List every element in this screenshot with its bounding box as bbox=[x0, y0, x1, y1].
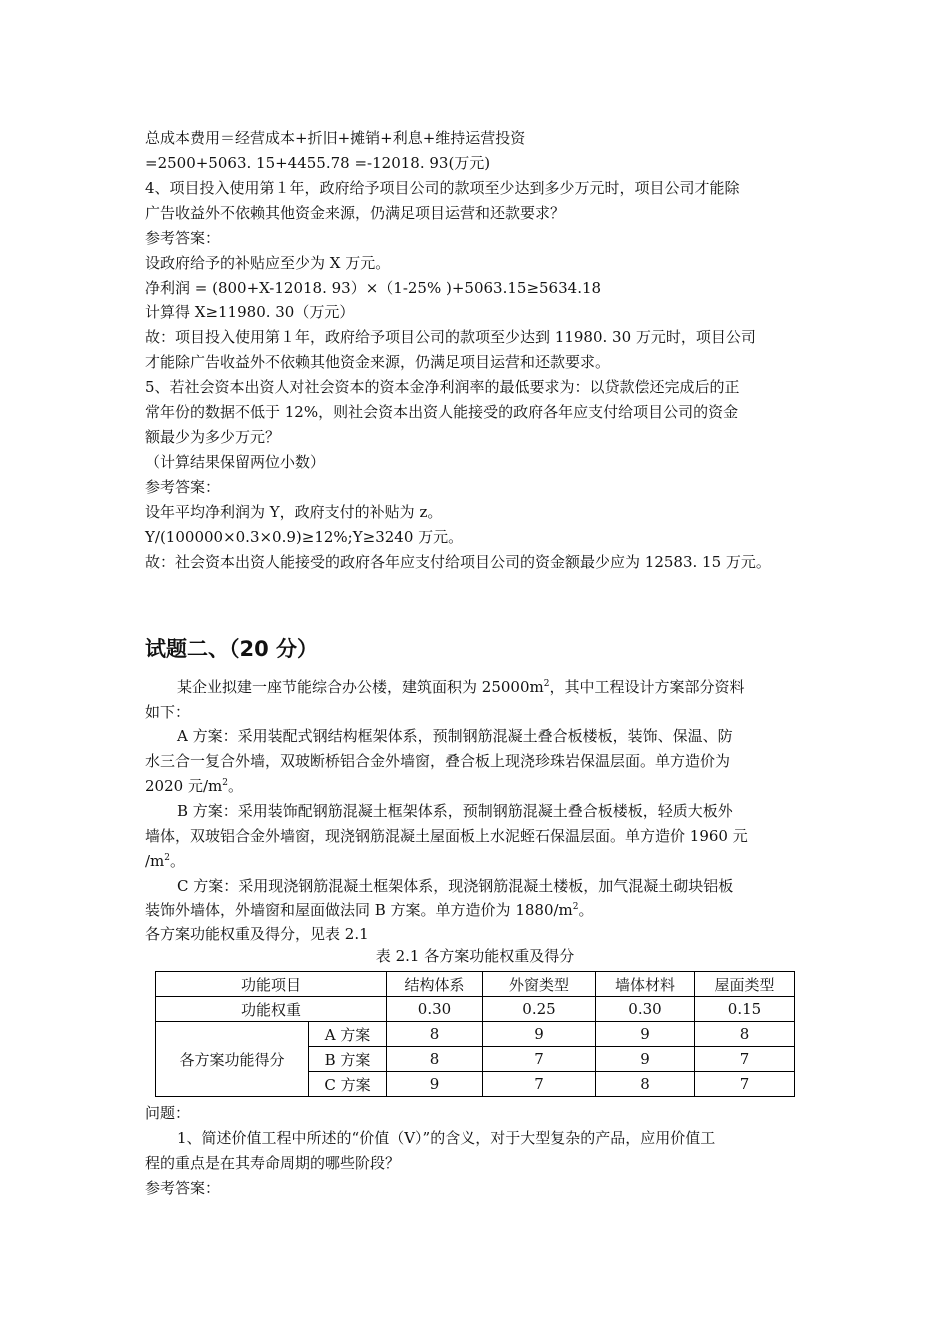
score-cell: 9 bbox=[387, 1072, 483, 1097]
plan-a-line: A 方案：采用装配式钢结构框架体系，预制钢筋混凝土叠合板楼板，装饰、保温、防 bbox=[177, 727, 733, 745]
text-line: 计算得 X≥11980. 30（万元） bbox=[145, 303, 355, 321]
plan-a-line: 水三合一复合外墙，双玻断桥铝合金外墙窗，叠合板上现浇珍珠岩保温层面。单方造价为 bbox=[145, 752, 731, 770]
intro-line: 如下： bbox=[145, 703, 191, 721]
plan-a-price: 2020 元/m bbox=[145, 777, 223, 795]
text-line: 4、项目投入使用第１年，政府给予项目公司的款项至少达到多少万元时，项目公司才能除 bbox=[145, 179, 740, 197]
text-line: 额最少为多少万元？ bbox=[145, 428, 281, 446]
text-line: Y/(100000×0.3×0.9)≥12%;Y≥3240 万元。 bbox=[145, 528, 464, 546]
punct: 。 bbox=[170, 852, 186, 870]
text-line: =2500+5063. 15+4455.78 =-12018. 93(万元) bbox=[145, 154, 491, 172]
table-header-row bbox=[156, 972, 795, 997]
weight-cell: 0.15 bbox=[695, 997, 795, 1022]
plan-cell: B 方案 bbox=[309, 1047, 387, 1072]
text-line: 总成本费用＝经营成本+折旧+摊销+利息+维持运营投资 bbox=[145, 129, 526, 147]
function-score-table bbox=[155, 971, 795, 1097]
score-cell: 9 bbox=[596, 1047, 695, 1072]
plan-b-line: B 方案：采用装饰配钢筋混凝土框架体系，预制钢筋混凝土叠合板楼板，轻质大板外 bbox=[177, 802, 733, 820]
row-label-cell: 功能权重 bbox=[156, 997, 387, 1022]
punct: 。 bbox=[227, 777, 243, 795]
text-line: 故：项目投入使用第１年，政府给予项目公司的款项至少达到 11980. 30 万元时，项目公司 bbox=[145, 328, 756, 346]
weight-cell: 0.25 bbox=[483, 997, 596, 1022]
plan-cell: A 方案 bbox=[309, 1022, 387, 1047]
table-row bbox=[156, 1022, 795, 1047]
question-line: 1、简述价值工程中所述的“价值（V）”的含义，对于大型复杂的产品，应用价值工 bbox=[177, 1129, 716, 1147]
score-cell: 7 bbox=[483, 1047, 596, 1072]
intro-line bbox=[177, 677, 744, 697]
weight-row bbox=[156, 997, 795, 1022]
plan-c-text: 装饰外墙体，外墙窗和屋面做法同 B 方案。单方造价为 1880/m bbox=[145, 901, 573, 919]
text-line: 5、若社会资本出资人对社会资本的资本金净利润率的最低要求为：以贷款偿还完成后的正 bbox=[145, 378, 740, 396]
section-title: 试题二、（20 分） bbox=[145, 637, 319, 661]
text-line: 故：社会资本出资人能接受的政府各年应支付给项目公司的资金额最少应为 12583. 15 万元。 bbox=[145, 553, 771, 571]
score-cell: 8 bbox=[387, 1047, 483, 1072]
text-line: 广告收益外不依赖其他资金来源，仍满足项目运营和还款要求？ bbox=[145, 204, 566, 222]
text-line: 才能除广告收益外不依赖其他资金来源，仍满足项目运营和还款要求。 bbox=[145, 353, 611, 371]
header-cell: 外窗类型 bbox=[483, 972, 596, 997]
score-cell: 8 bbox=[695, 1022, 795, 1047]
text-line: 参考答案： bbox=[145, 229, 221, 247]
plan-c-line: C 方案：采用现浇钢筋混凝土框架体系，现浇钢筋混凝土楼板，加气混凝土砌块铝板 bbox=[177, 877, 734, 895]
score-cell: 8 bbox=[387, 1022, 483, 1047]
superscript: 2 bbox=[164, 853, 171, 863]
header-cell: 结构体系 bbox=[387, 972, 483, 997]
intro-text: ，其中工程设计方案部分资料 bbox=[549, 678, 745, 696]
score-cell: 7 bbox=[483, 1072, 596, 1097]
header-cell: 屋面类型 bbox=[695, 972, 795, 997]
header-cell: 墙体材料 bbox=[596, 972, 695, 997]
score-cell: 7 bbox=[695, 1047, 795, 1072]
superscript: 2 bbox=[222, 778, 228, 788]
weight-cell: 0.30 bbox=[596, 997, 695, 1022]
score-cell: 8 bbox=[596, 1072, 695, 1097]
intro-text: 某企业拟建一座节能综合办公楼，建筑面积为 25000m bbox=[177, 678, 544, 696]
plan-cell: C 方案 bbox=[309, 1072, 387, 1097]
table-reference: 各方案功能权重及得分，见表 2.1 bbox=[145, 925, 369, 943]
punct: 。 bbox=[578, 901, 594, 919]
text-line: 设政府给予的补贴应至少为 X 万元。 bbox=[145, 254, 391, 272]
header-cell: 功能项目 bbox=[156, 972, 387, 997]
plan-b-line bbox=[145, 851, 185, 871]
weight-cell: 0.30 bbox=[387, 997, 483, 1022]
plan-b-unit: /m bbox=[145, 852, 165, 870]
answer-label: 参考答案： bbox=[145, 1179, 221, 1197]
text-line: 参考答案： bbox=[145, 478, 221, 496]
row-label-cell: 各方案功能得分 bbox=[156, 1022, 309, 1097]
score-cell: 7 bbox=[695, 1072, 795, 1097]
plan-c-line bbox=[145, 900, 594, 920]
score-cell: 9 bbox=[483, 1022, 596, 1047]
score-cell: 9 bbox=[596, 1022, 695, 1047]
plan-a-line bbox=[145, 776, 243, 796]
question-line: 程的重点是在其寿命周期的哪些阶段？ bbox=[145, 1154, 401, 1172]
superscript: 2 bbox=[543, 679, 550, 689]
question-label: 问题： bbox=[145, 1104, 191, 1122]
plan-b-line: 墙体，双玻铝合金外墙窗，现浇钢筋混凝土屋面板上水泥蛭石保温层面。单方造价 1960 元 bbox=[145, 827, 748, 845]
text-line: 设年平均净利润为 Y，政府支付的补贴为 z。 bbox=[145, 503, 443, 521]
text-line: 常年份的数据不低于 12%，则社会资本出资人能接受的政府各年应支付给项目公司的资金 bbox=[145, 403, 739, 421]
superscript: 2 bbox=[572, 902, 579, 912]
text-line: 净利润 = (800+X-12018. 93）×（1-25% )+5063.15≥5634.18 bbox=[145, 279, 602, 297]
text-line: （计算结果保留两位小数） bbox=[145, 453, 326, 471]
table-caption: 表 2.1 各方案功能权重及得分 bbox=[375, 947, 575, 965]
